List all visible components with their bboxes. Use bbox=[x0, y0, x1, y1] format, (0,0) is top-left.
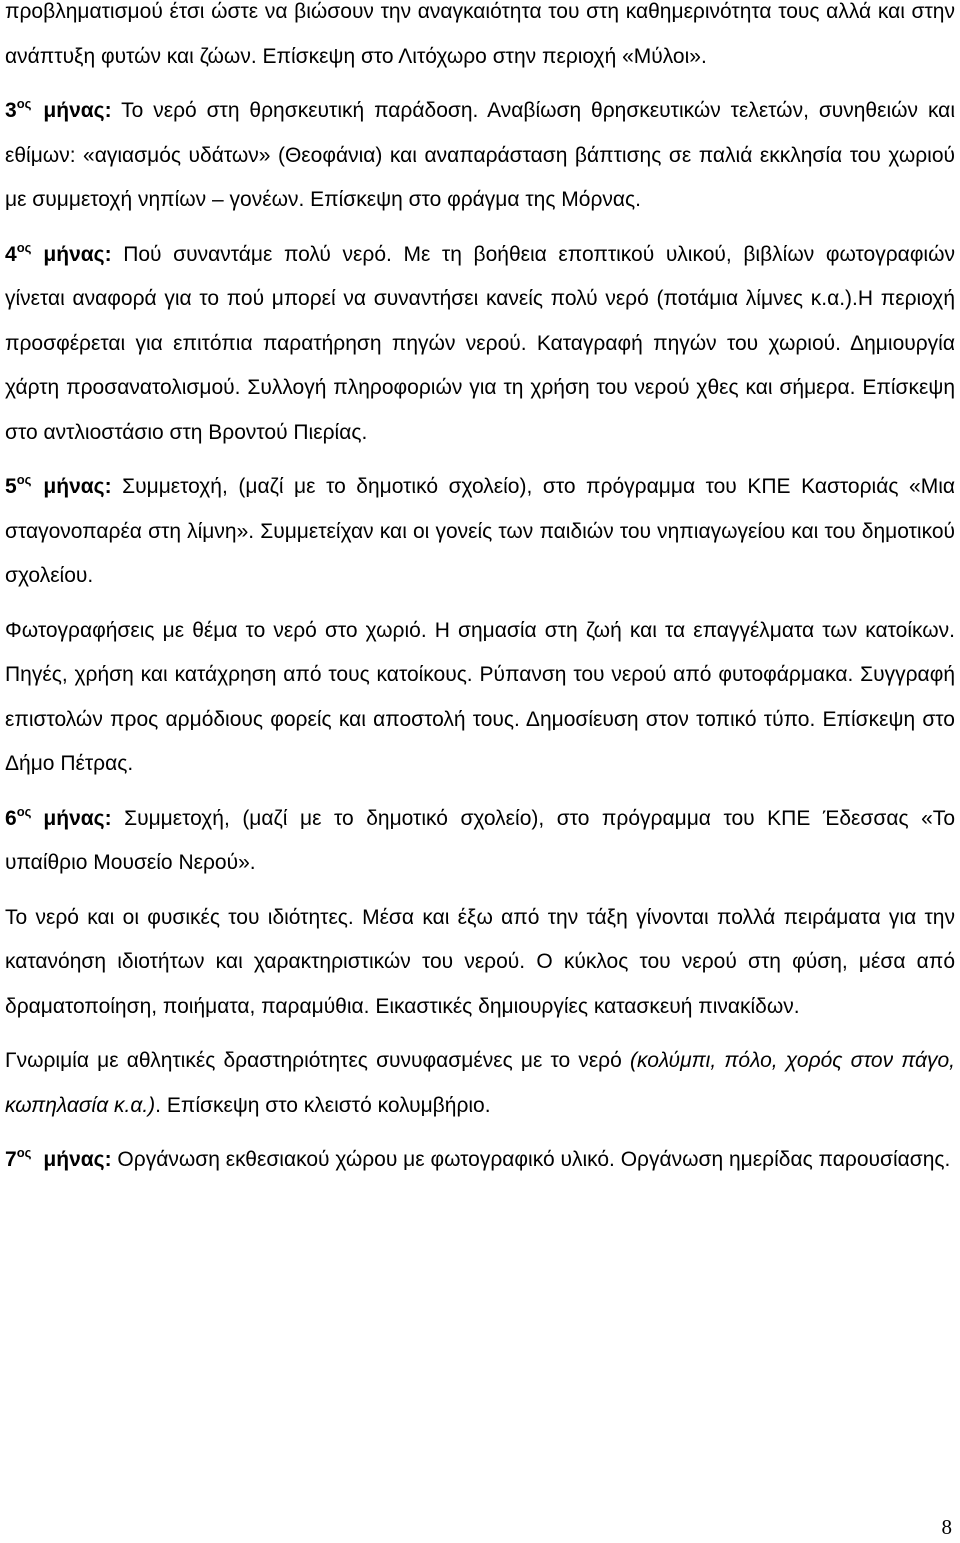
paragraph-text: Συμμετοχή, (μαζί με το δημοτικό σχολείο), στο πρόγραμμα του ΚΠΕ Καστοριάς «Μια σταγονοπαρέα στη λίμνη». Συμμετείχαν και οι γονείς των παιδιών του νηπιαγωγείου και του δημοτικού σχολείου. bbox=[5, 475, 955, 587]
month-number: 3 bbox=[5, 99, 17, 122]
paragraph-text: Το νερό στη θρησκευτική παράδοση. Αναβίωση θρησκευτικών τελετών, συνηθειών και εθίμων: «αγιασμός υδάτων» (Θεοφάνια) και αναπαράσταση βάπτισης σε παλιά εκκλησία του χωριού με συμμετοχή νηπίων – γονέων. Επίσκεψη στο φράγμα της Μόρνας. bbox=[5, 99, 955, 211]
month-number: 5 bbox=[5, 475, 17, 498]
paragraph-month-7 bbox=[5, 1138, 955, 1183]
month-label: μήνας: bbox=[43, 806, 112, 830]
month-number: 6 bbox=[5, 806, 17, 830]
paragraph-photography bbox=[5, 609, 955, 787]
paragraph-text: Το νερό και οι φυσικές του ιδιότητες. Μέσα και έξω από την τάξη γίνονται πολλά πειράματα για την κατανόηση ιδιοτήτων και χαρακτηριστικών του νερού. Ο κύκλος του νερού στη φύση, μέσα από δραματοποίηση, ποιήματα, παραμύθια. Εικαστικές δημιουργίες κατασκευή πινακίδων. bbox=[5, 905, 955, 1018]
month-number: 4 bbox=[5, 242, 17, 266]
paragraph-month-6 bbox=[5, 797, 955, 886]
month-label: μήνας: bbox=[43, 99, 112, 122]
month-label: μήνας: bbox=[43, 475, 112, 498]
ordinal-suffix: ος bbox=[16, 96, 32, 111]
italic-examples: (κολύμπι, πόλο, χορός στον πάγο, κωπηλασία κ.α.) bbox=[5, 1049, 955, 1117]
paragraph-text: προβληματισμού έτσι ώστε να βιώσουν την αναγκαιότητα του στη καθημερινότητα τους αλλά και στην ανάπτυξη φυτών και ζώων. Επίσκεψη στο Λιτόχωρο στην περιοχή «Μύλοι». bbox=[5, 0, 955, 68]
paragraph-month-4 bbox=[5, 233, 955, 456]
paragraph-water-properties bbox=[5, 896, 955, 1030]
paragraph-text: Οργάνωση εκθεσιακού χώρου με φωτογραφικό υλικό. Οργάνωση ημερίδας παρουσίασης. bbox=[111, 1148, 951, 1171]
month-number: 7 bbox=[5, 1148, 17, 1171]
month-label: μήνας: bbox=[43, 242, 112, 266]
paragraph-text-end: . Επίσκεψη στο κλειστό κολυμβήριο. bbox=[155, 1093, 491, 1117]
ordinal-suffix: ος bbox=[16, 1145, 32, 1160]
ordinal-suffix: ος bbox=[16, 239, 32, 255]
paragraph-month-5 bbox=[5, 465, 955, 599]
paragraph-text: Φωτογραφήσεις με θέμα το νερό στο χωριό. Η σημασία στη ζωή και τα επαγγέλματα των κατοίκων. Πηγές, χρήση και κατάχρηση από τους κατοίκους. Ρύπανση του νερού από φυτοφάρμακα. Συγγραφή επιστολών προς αρμόδιους φορείς και αποστολή τους. Δημοσίευση στον τοπικό τύπο. Επίσκεψη στο Δήμο Πέτρας. bbox=[5, 618, 955, 775]
paragraph-text: Γνωριμία με αθλητικές δραστηριότητες συνυφασμένες με το νερό bbox=[5, 1049, 630, 1072]
paragraph-month-3 bbox=[5, 89, 955, 223]
paragraph-intro bbox=[5, 0, 955, 79]
document-page bbox=[5, 0, 955, 1183]
ordinal-suffix: ος bbox=[16, 472, 32, 487]
ordinal-suffix: ος bbox=[16, 803, 32, 819]
page-number: 8 bbox=[941, 1515, 952, 1539]
month-label: μήνας: bbox=[43, 1148, 112, 1171]
paragraph-text: Συμμετοχή, (μαζί με το δημοτικό σχολείο), στο πρόγραμμα του ΚΠΕ Έδεσσας «Το υπαίθριο Μουσείο Νερού». bbox=[5, 806, 955, 874]
paragraph-text: Πού συναντάμε πολύ νερό. Με τη βοήθεια εποπτικού υλικού, βιβλίων φωτογραφιών γίνεται αναφορά για το πού μπορεί να συναντήσει κανείς πολύ νερό (ποτάμια λίμνες κ.α.).Η περιοχή προσφέρεται για επιτόπια παρατήρηση πηγών νερού. Καταγραφή πηγών του χωριού. Δημιουργία χάρτη προσανατολισμού. Συλλογή πληροφοριών για τη χρήση του νερού χθες και σήμερα. Επίσκεψη στο αντλιοστάσιο στη Βροντού Πιερίας. bbox=[5, 242, 955, 444]
paragraph-water-sports bbox=[5, 1039, 955, 1128]
